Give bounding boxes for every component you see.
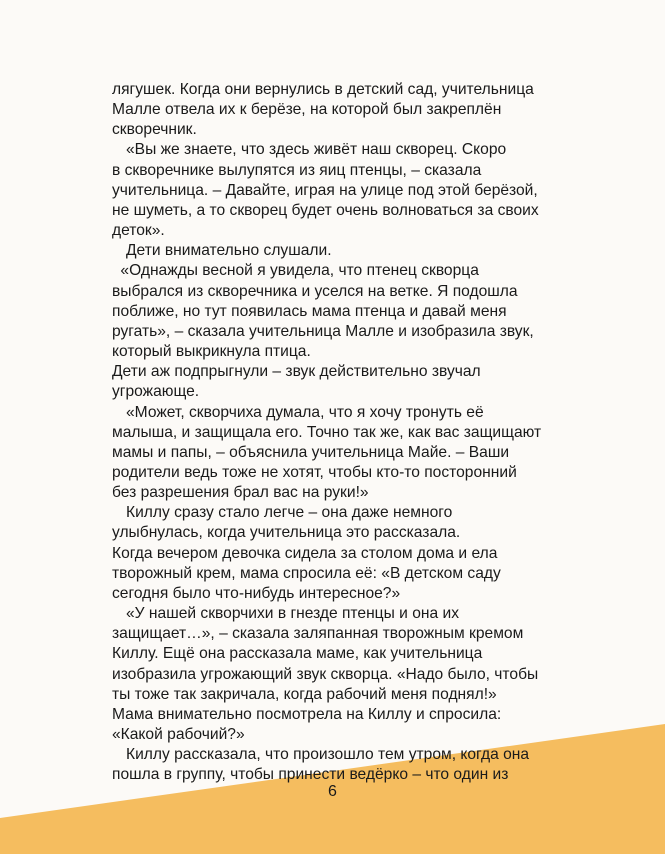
text-line: Мама внимательно посмотрела на Киллу и спросила: [112, 705, 502, 723]
body-text [112, 80, 562, 785]
text-line: Когда вечером девочка сидела за столом дома и ела [112, 544, 498, 562]
text-line: ты тоже так закричала, когда рабочий меня поднял!» [112, 685, 497, 703]
text-line: улыбнулась, когда учительница это рассказала. [112, 524, 461, 542]
text-line: не шуметь, а то скворец будет очень волноваться за своих [112, 201, 539, 219]
text-line: угрожающе. [112, 383, 200, 401]
page-number: 6 [328, 783, 337, 800]
text-line: Киллу сразу стало легче – она даже немного [126, 504, 453, 522]
text-line: Киллу рассказала, что произошло тем утром, когда она [126, 746, 530, 764]
text-line: скворечник. [112, 121, 197, 139]
text-line: изобразила угрожающий звук скворца. «Надо было, чтобы [112, 665, 539, 683]
text-line: Дети внимательно слушали. [126, 242, 332, 260]
text-line: «Вы же знаете, что здесь живёт наш скворец. Скоро [126, 141, 507, 159]
text-line: мамы и папы, – объяснила учительница Майе. – Ваши [112, 443, 510, 461]
text-line: деток». [112, 222, 165, 240]
text-line: пошла в группу, чтобы принести ведёрко – что один из [112, 766, 509, 784]
text-line: «Однажды весной я увидела, что птенец скворца [120, 262, 479, 280]
text-line: Дети аж подпрыгнули – звук действительно звучал [112, 363, 481, 381]
text-line: поближе, но тут появилась мама птенца и давай меня [112, 302, 507, 320]
text-line: сегодня было что-нибудь интересное?» [112, 584, 401, 602]
text-line: родители ведь тоже не хотят, чтобы кто-то посторонний [112, 463, 517, 481]
text-line: творожный крем, мама спросила её: «В детском саду [112, 564, 501, 582]
text-line: учительница. – Давайте, играя на улице под этой берёзой, [112, 181, 538, 199]
text-line: малыша, и защищала его. Точно так же, как вас защищают [112, 423, 542, 441]
text-line: защищает…», – сказала заляпанная творожным кремом [112, 625, 524, 643]
text-line: в скворечнике вылупятся из яиц птенцы, – сказала [112, 161, 482, 179]
text-line: «Какой рабочий?» [112, 726, 245, 743]
text-line: выбрался из скворечника и уселся на ветке. Я подошла [112, 282, 518, 300]
text-line: ругать», – сказала учительница Малле и изобразила звук, [112, 322, 534, 340]
text-line: без разрешения брал вас на руки!» [112, 484, 369, 502]
text-line: Малле отвела их к берёзе, на которой был закреплён [112, 101, 502, 119]
text-line: «Может, скворчиха думала, что я хочу тронуть её [126, 403, 484, 421]
text-line: лягушек. Когда они вернулись в детский сад, учительница [112, 81, 534, 98]
text-line: который выкрикнула птица. [112, 343, 311, 361]
text-line: «У нашей скворчихи в гнезде птенцы и она их [126, 605, 459, 623]
text-line: Киллу. Ещё она рассказала маме, как учительница [112, 645, 483, 663]
